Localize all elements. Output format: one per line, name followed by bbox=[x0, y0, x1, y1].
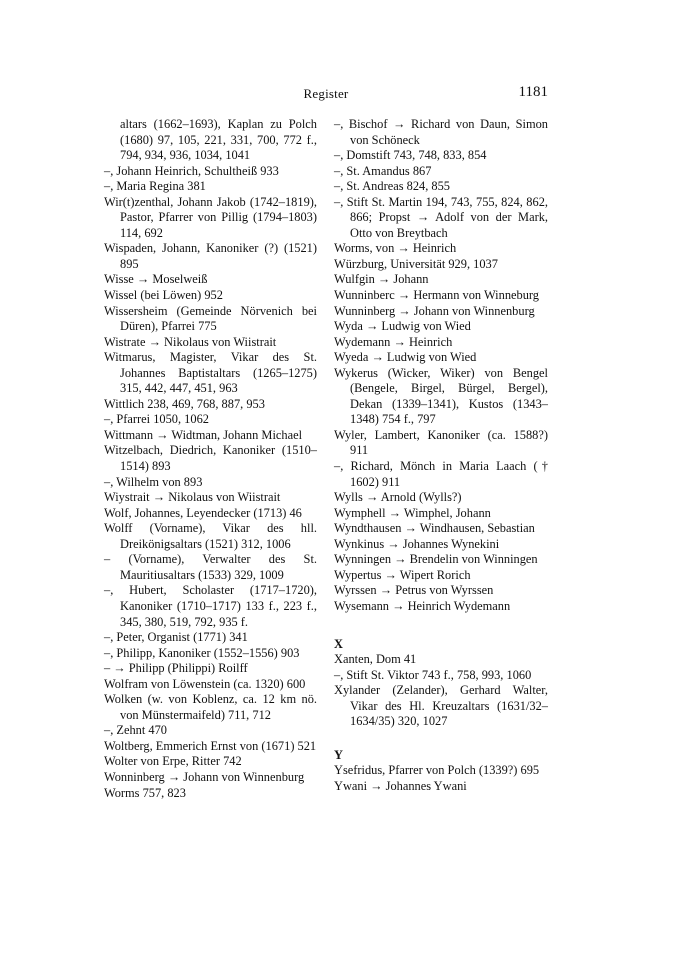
index-entry: Wyler, Lambert, Kanoniker (ca. 1588?) 911 bbox=[334, 427, 548, 458]
index-entry: Ywani → Johannes Ywani bbox=[334, 778, 467, 793]
index-entry: Wir(t)zenthal, Johann Jakob (1742–1819), Pastor, Pfarrer von Pillig (1794–1803) 114, 692 bbox=[104, 194, 317, 240]
index-entry: Wysemann → Heinrich Wydemann bbox=[334, 598, 511, 613]
index-entry: Wyda → Ludwig von Wied bbox=[334, 319, 471, 334]
index-entry: Wydemann → Heinrich bbox=[334, 334, 453, 349]
index-entry: Wyrssen → Petrus von Wyrssen bbox=[334, 583, 494, 598]
index-entry: Wistrate → Nikolaus von Wiistrait bbox=[104, 334, 277, 349]
index-entry: –, Zehnt 470 bbox=[104, 723, 167, 738]
index-entry: –, Philipp, Kanoniker (1552–1556) 903 bbox=[104, 645, 300, 660]
section-letter-x: X bbox=[334, 636, 343, 651]
index-entry: Wisse → Moselweiß bbox=[104, 272, 208, 287]
index-entry: Wissel (bei Löwen) 952 bbox=[104, 288, 223, 303]
index-entry: Wispaden, Johann, Kanoniker (?) (1521) 895 bbox=[104, 241, 317, 271]
index-entry: – → Philipp (Philippi) Roilff bbox=[104, 661, 248, 676]
index-entry: Wunninberc → Hermann von Winneburg bbox=[334, 288, 540, 303]
index-entry: Wissersheim (Gemeinde Nörvenich bei Düren), Pfarrei 775 bbox=[104, 303, 317, 334]
index-entry: Wynkinus → Johannes Wynekini bbox=[334, 536, 500, 551]
index-entry: Wolff (Vorname), Vikar des hll. Dreikönigsaltars (1521) 312, 1006 bbox=[104, 521, 317, 551]
page-number: 1181 bbox=[518, 84, 548, 100]
running-head: Register bbox=[303, 86, 349, 101]
index-entry: Wolf, Johannes, Leyendecker (1713) 46 bbox=[104, 505, 302, 520]
index-entry: Ysefridus, Pfarrer von Polch (1339?) 695 bbox=[334, 763, 540, 778]
index-entry: –, Stift St. Viktor 743 f., 758, 993, 1060 bbox=[334, 667, 532, 682]
right-column bbox=[334, 117, 548, 794]
index-entry: Wulfgin → Johann bbox=[334, 272, 429, 287]
index-entry: altars (1662–1693), Kaplan zu Polch (1680) 97, 105, 221, 331, 700, 772 f., 794, 934, 936, 1034, 1041 bbox=[120, 117, 317, 163]
index-entry: –, Richard, Mönch in Maria Laach († 1602) 911 bbox=[334, 459, 548, 489]
index-entry: –, Wilhelm von 893 bbox=[104, 474, 203, 489]
index-entry: Wiystrait → Nikolaus von Wiistrait bbox=[104, 490, 281, 505]
index-entry: Wyeda → Ludwig von Wied bbox=[334, 350, 477, 365]
index-entry: Wolter von Erpe, Ritter 742 bbox=[104, 754, 242, 769]
index-entry: Xylander (Zelander), Gerhard Walter, Vikar des Hl. Kreuzaltars (1631/32–1634/35) 320, 1027 bbox=[334, 683, 548, 729]
index-entry: Wylls → Arnold (Wylls?) bbox=[334, 490, 462, 505]
index-entry: –, Peter, Organist (1771) 341 bbox=[104, 630, 248, 645]
index-entry: Wypertus → Wipert Rorich bbox=[334, 567, 471, 582]
left-column bbox=[104, 117, 317, 801]
index-entry: Wonninberg → Johann von Winnenburg bbox=[104, 769, 305, 784]
index-entry: Witzelbach, Diedrich, Kanoniker (1510–1514) 893 bbox=[104, 443, 317, 474]
index-entry: –, Bischof → Richard von Daun, Simon von Schöneck bbox=[334, 117, 548, 147]
index-entry: –, Johann Heinrich, Schultheiß 933 bbox=[104, 163, 279, 178]
index-entry: Witmarus, Magister, Vikar des St. Johannes Baptistaltars (1265–1275) 315, 442, 447, 451, 963 bbox=[104, 350, 317, 396]
index-entry: –, Maria Regina 381 bbox=[104, 179, 206, 194]
index-entry: Wunninberg → Johann von Winnenburg bbox=[334, 303, 535, 318]
index-entry: Wynningen → Brendelin von Winningen bbox=[334, 552, 538, 567]
index-entry: Wolken (w. von Koblenz, ca. 12 km nö. von Münstermaifeld) 711, 712 bbox=[104, 692, 317, 722]
index-entry: Wittlich 238, 469, 768, 887, 953 bbox=[104, 396, 265, 411]
index-entry: Wyndthausen → Windhausen, Sebastian bbox=[334, 521, 535, 536]
index-entry: Worms, von → Heinrich bbox=[334, 241, 457, 256]
index-entry: –, St. Andreas 824, 855 bbox=[334, 179, 450, 194]
index-entry: Xanten, Dom 41 bbox=[334, 652, 417, 667]
page-header bbox=[104, 84, 548, 106]
index-entry: Wymphell → Wimphel, Johann bbox=[334, 505, 491, 520]
index-entry: Wykerus (Wicker, Wiker) von Bengel (Bengele, Birgel, Bürgel, Bergel), Dekan (1339–1341), Kustos (1343–1348) 754 f., 797 bbox=[334, 365, 548, 427]
index-entry: – (Vorname), Verwalter des St. Mauritiusaltars (1533) 329, 1009 bbox=[104, 552, 317, 582]
index-entry: –, Stift St. Martin 194, 743, 755, 824, 862, 866; Propst → Adolf von der Mark, Otto von Breytbach bbox=[334, 194, 548, 240]
index-entry: Wittmann → Widtman, Johann Michael bbox=[104, 427, 303, 442]
index-entry: Würzburg, Universität 929, 1037 bbox=[334, 256, 498, 271]
section-letter-y: Y bbox=[334, 747, 343, 762]
index-entry: Wolfram von Löwenstein (ca. 1320) 600 bbox=[104, 676, 306, 691]
index-entry: Worms 757, 823 bbox=[104, 785, 186, 800]
index-entry: –, Pfarrei 1050, 1062 bbox=[104, 412, 209, 427]
index-entry: –, Domstift 743, 748, 833, 854 bbox=[334, 148, 487, 163]
index-entry: –, St. Amandus 867 bbox=[334, 163, 432, 178]
index-entry: –, Hubert, Scholaster (1717–1720), Kanoniker (1710–1717) 133 f., 223 f., 345, 380, 519, 792, 935 f. bbox=[104, 583, 317, 629]
index-entry: Woltberg, Emmerich Ernst von (1671) 521 bbox=[104, 738, 317, 753]
